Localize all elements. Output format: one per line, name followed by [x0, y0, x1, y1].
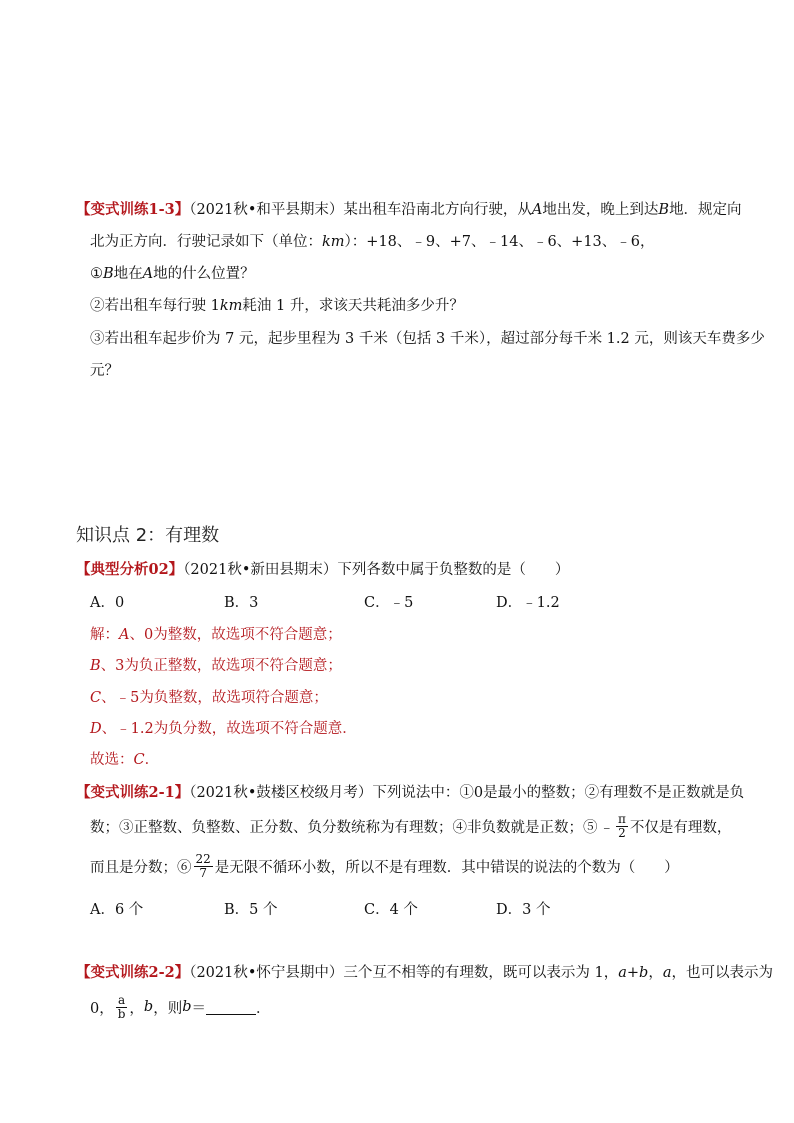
ex02-option-b: B．3: [224, 595, 259, 611]
q13-sub3-cont: 元？: [90, 363, 119, 379]
q21-option-c: C．4 个: [364, 902, 418, 918]
q21-line2: 数；③正整数、负整数、正分数、负分数统称为有理数；④非负数就是正数；⑤ ﹣ $\frac{\pi}{2}$ 不仅是有理数，: [90, 811, 732, 840]
q13-sub1: ①B地在A地的什么位置？: [90, 266, 255, 282]
q13-sub3: ③若出租车起步价为 7 元，起步里程为 3 千米（包括 3 千米），超过部分每千米 1.2 元，则该天车费多少: [90, 331, 765, 347]
fraction-a-over-b: $\frac{a}{b}$: [117, 992, 126, 1021]
q22-source: （2021秋•怀宁县期中）: [189, 965, 344, 981]
ex02-question: 【典型分析02】（2021秋•新田县期末）下列各数中属于负整数的是（ ）: [76, 561, 570, 578]
q21-line3: 而且是分数；⑥ $\frac{22}{7}$ 是无限不循环小数，所以不是有理数．其中错误的说法的个数为（ ）: [90, 851, 679, 880]
ex02-solution-line3: C、﹣5为负整数，故选项符合题意；: [90, 690, 328, 706]
q13-source: （2021秋•和平县期末）: [189, 202, 344, 218]
q21-source: （2021秋•鼓楼区校级月考）: [189, 785, 373, 801]
q21-option-a: A．6 个: [90, 902, 144, 918]
fraction-pi-over-2: $\frac{\pi}{2}$: [618, 811, 626, 840]
q13-sub2: ②若出租车每行驶 1km耗油 1 升，求该天共耗油多少升？: [90, 298, 464, 314]
answer-blank[interactable]: [206, 1000, 256, 1015]
ex02-option-d: D．﹣1.2: [496, 595, 560, 611]
q22-tag: 【变式训练2-2】: [76, 964, 190, 981]
q21-line1: 【变式训练2-1】（2021秋•鼓楼区校级月考）下列说法中：①0是最小的整数；②有理数不是正数就是负: [76, 784, 745, 801]
ex02-source: （2021秋•新田县期末）: [183, 562, 338, 578]
q13-tag: 【变式训练1-3】: [76, 201, 190, 218]
ex02-solution-line2: B、3为负正整数，故选项不符合题意；: [90, 658, 342, 674]
q21-option-b: B．5 个: [224, 902, 278, 918]
ex02-tag: 【典型分析02】: [76, 561, 184, 578]
section-title: 知识点 2：有理数: [76, 525, 220, 546]
q22-line1: 【变式训练2-2】（2021秋•怀宁县期中）三个互不相等的有理数，既可以表示为 1，a+b，a，也可以表示为: [76, 964, 773, 981]
ex02-option-a: A．0: [90, 595, 125, 611]
ex02-solution-line5: 故选：C．: [90, 752, 160, 768]
ex02-solution-line4: D、﹣1.2为负分数，故选项不符合题意．: [90, 721, 357, 737]
q21-tag: 【变式训练2-1】: [76, 784, 190, 801]
q13-line2: 北为正方向．行驶记录如下（单位：km）：+18、﹣9、+7、﹣14、﹣6、+13、﹣6，: [90, 234, 655, 250]
q21-option-d: D．3 个: [496, 902, 551, 918]
q22-line2: 0， $\frac{a}{b}$ ， b ，则 b ＝ ．: [90, 992, 271, 1021]
fraction-22-over-7: $\frac{22}{7}$: [195, 851, 211, 880]
q13-line1: 【变式训练1-3】（2021秋•和平县期末）某出租车沿南北方向行驶，从A地出发，晚上到达B地．规定向: [76, 201, 742, 218]
ex02-option-c: C．﹣5: [364, 595, 414, 611]
ex02-solution-line1: 解：A、0为整数，故选项不符合题意；: [90, 627, 342, 643]
